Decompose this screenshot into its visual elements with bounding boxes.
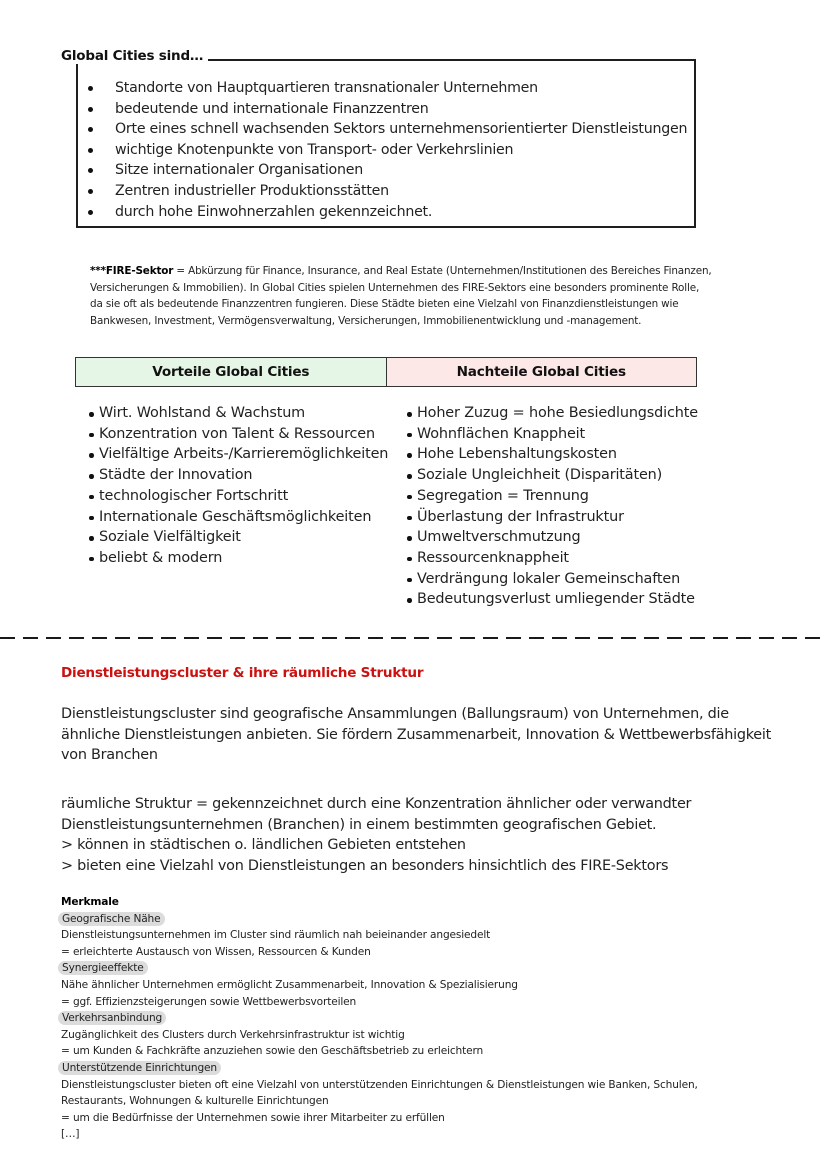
features-heading: Merkmale: [61, 896, 119, 908]
ellipsis: […]: [61, 1128, 80, 1141]
list-item: beliebt & modern: [88, 548, 388, 569]
feature-label-highlight: Geografische Nähe: [58, 912, 165, 926]
global-cities-title: Global Cities sind…: [61, 48, 208, 64]
text-line: Dienstleistungscluster bieten oft eine Vielzahl von unterstützenden Einrichtungen & Dienstleistungen wie Banken, Schulen,: [61, 1078, 698, 1091]
fire-term: ***FIRE-Sektor: [90, 265, 174, 277]
dashed-divider: [0, 637, 828, 639]
text-line: Zugänglichkeit des Clusters durch Verkehrsinfrastruktur ist wichtig: [61, 1028, 405, 1041]
list-item: Vielfältige Arbeits-/Karrieremöglichkeiten: [88, 444, 388, 465]
text-line: > können in städtischen o. ländlichen Gebieten entstehen: [61, 837, 466, 854]
text-line: = um Kunden & Fachkräfte anzuziehen sowie den Geschäftsbetrieb zu erleichtern: [61, 1045, 484, 1058]
feature-label-highlight: Verkehrsanbindung: [58, 1011, 166, 1025]
pros-list: [88, 403, 388, 569]
section-title: Dienstleistungscluster & ihre räumliche Struktur: [61, 665, 424, 681]
list-item: Sitze internationaler Organisationen: [84, 160, 687, 181]
text-line: ähnliche Dienstleistungen anbieten. Sie fördern Zusammenarbeit, Innovation & Wettbewerbsfähigkeit: [61, 726, 772, 743]
list-item: Soziale Vielfältigkeit: [88, 527, 388, 548]
list-item: Bedeutungsverlust umliegender Städte: [406, 589, 698, 610]
list-item: Standorte von Hauptquartieren transnationaler Unternehmen: [84, 78, 687, 99]
list-item: Internationale Geschäftsmöglichkeiten: [88, 507, 388, 528]
note-line: da sie oft als bedeutende Finanzzentren fungieren. Diese Städte bieten eine Vielzahl von Finanzdienstleistungen wie: [90, 298, 679, 310]
list-item: Segregation = Trennung: [406, 486, 698, 507]
text-line: Dienstleistungsunternehmen (Branchen) in einem bestimmten geografischen Gebiet.: [61, 816, 657, 833]
text-line: Dienstleistungsunternehmen im Cluster sind räumlich nah beieinander angesiedelt: [61, 929, 491, 942]
text-line: räumliche Struktur = gekennzeichnet durch eine Konzentration ähnlicher oder verwandter: [61, 796, 692, 812]
global-cities-list: [84, 78, 687, 222]
text-line: > bieten eine Vielzahl von Dienstleistungen an besonders hinsichtlich des FIRE-Sektors: [61, 858, 669, 875]
cons-header: Nachteile Global Cities: [387, 358, 697, 386]
text-line: Nähe ähnlicher Unternehmen ermöglicht Zusammenarbeit, Innovation & Spezialisierung: [61, 978, 518, 991]
list-item: Wohnflächen Knappheit: [406, 424, 698, 445]
pros-header: Vorteile Global Cities: [76, 358, 387, 386]
feature-label-highlight: Synergieeffekte: [58, 961, 148, 975]
list-item: bedeutende und internationale Finanzzentren: [84, 99, 687, 120]
features-section: [61, 894, 781, 1143]
list-item: technologischer Fortschritt: [88, 486, 388, 507]
cons-list: [406, 403, 698, 610]
structure-paragraph: [61, 794, 781, 877]
note-line: Versicherungen & Immobilien). In Global Cities spielen Unternehmen des FIRE-Sektors eine besonders prominente Rolle,: [90, 281, 700, 294]
fire-sector-note: [90, 263, 770, 329]
feature-label-highlight: Unterstützende Einrichtungen: [58, 1061, 221, 1075]
list-item: durch hohe Einwohnerzahlen gekennzeichnet.: [84, 202, 687, 223]
text-line: Restaurants, Wohnungen & kulturelle Einrichtungen: [61, 1095, 329, 1108]
text-line: = ggf. Effizienzsteigerungen sowie Wettbewerbsvorteilen: [61, 995, 357, 1008]
list-item: Soziale Ungleichheit (Disparitäten): [406, 465, 698, 486]
list-item: Städte der Innovation: [88, 465, 388, 486]
list-item: Ressourcenknappheit: [406, 548, 698, 569]
text-line: Dienstleistungscluster sind geografische Ansammlungen (Ballungsraum) von Unternehmen, die: [61, 706, 729, 722]
list-item: Hohe Lebenshaltungskosten: [406, 444, 698, 465]
list-item: Überlastung der Infrastruktur: [406, 507, 698, 528]
list-item: Orte eines schnell wachsenden Sektors unternehmensorientierter Dienstleistungen: [84, 119, 687, 140]
text-line: = erleichterte Austausch von Wissen, Ressourcen & Kunden: [61, 945, 371, 958]
note-line: Bankwesen, Investment, Vermögensverwaltung, Versicherungen, Immobilienentwicklung und -management.: [90, 314, 642, 327]
list-item: Umweltverschmutzung: [406, 527, 698, 548]
comparison-header: [75, 357, 697, 387]
list-item: wichtige Knotenpunkte von Transport- oder Verkehrslinien: [84, 140, 687, 161]
list-item: Verdrängung lokaler Gemeinschaften: [406, 569, 698, 590]
text-line: von Branchen: [61, 747, 158, 764]
note-line: = Abkürzung für Finance, Insurance, and Real Estate (Unternehmen/Institutionen des Bereiches Finanzen,: [173, 265, 712, 277]
list-item: Zentren industrieller Produktionsstätten: [84, 181, 687, 202]
list-item: Wirt. Wohlstand & Wachstum: [88, 403, 388, 424]
list-item: Konzentration von Talent & Ressourcen: [88, 424, 388, 445]
list-item: Hoher Zuzug = hohe Besiedlungsdichte: [406, 403, 698, 424]
text-line: = um die Bedürfnisse der Unternehmen sowie ihrer Mitarbeiter zu erfüllen: [61, 1111, 445, 1124]
intro-paragraph: [61, 704, 781, 766]
